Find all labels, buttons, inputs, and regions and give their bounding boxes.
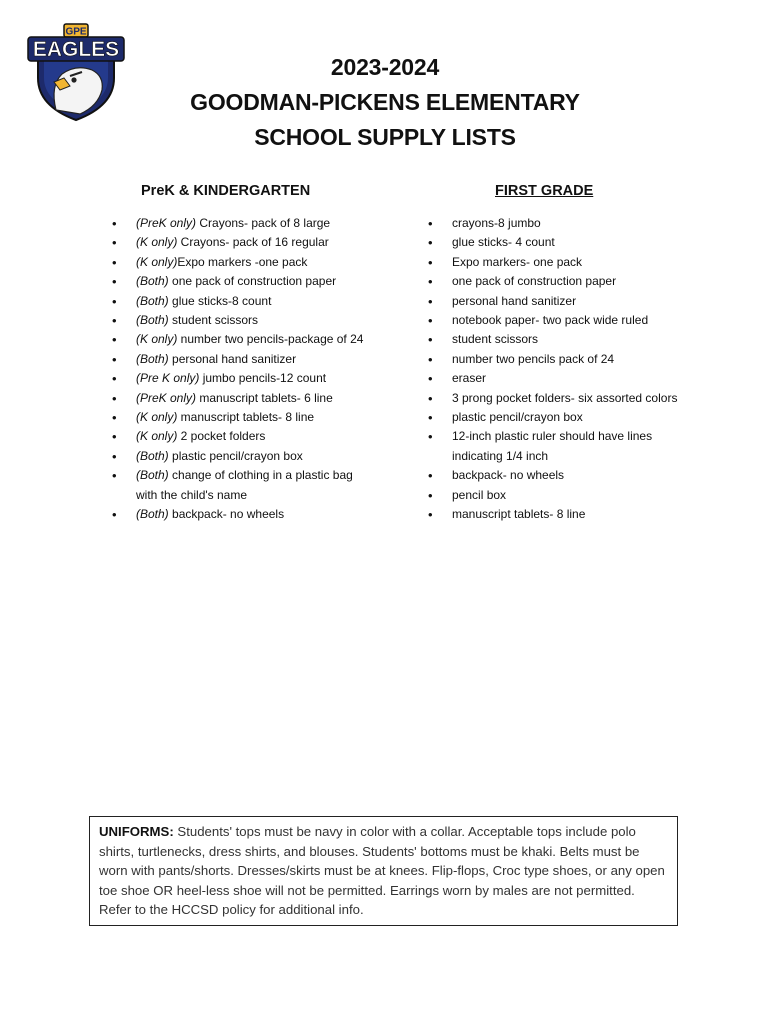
list-item: • glue sticks- 4 count <box>428 233 678 252</box>
list-item: • Expo markers- one pack <box>428 253 678 272</box>
list-item: • eraser <box>428 369 678 388</box>
uniforms-notice <box>89 816 678 926</box>
list-item <box>112 272 372 291</box>
logo-top-text: GPE <box>65 26 87 38</box>
item-text: number two pencils-package of 24 <box>177 332 364 347</box>
grade-tag: (Both) <box>136 448 169 463</box>
list-item: • 3 prong pocket folders- six assorted colors <box>428 389 678 408</box>
grade-tag: (Both) <box>136 468 169 483</box>
grade-tag: (Both) <box>136 313 169 328</box>
title-year: 2023-2024 <box>330 54 440 80</box>
item-text: one pack of construction paper <box>168 274 337 289</box>
list-item <box>112 427 372 446</box>
grade-tag: (Both) <box>136 351 169 366</box>
list-item <box>112 292 372 311</box>
list-item <box>112 389 372 408</box>
list-item <box>112 253 372 272</box>
item-text: Expo markers -one pack <box>177 254 308 269</box>
grade-tag: (PreK only) <box>136 216 197 230</box>
list-item: • backpack- no wheels <box>428 466 678 485</box>
list-item <box>112 330 372 349</box>
list-item: • pencil box <box>428 486 678 505</box>
prek-k-heading: PreK & KINDERGARTEN <box>141 183 311 199</box>
list-item: • manuscript tablets- 8 line <box>428 505 678 524</box>
list-item: • student scissors <box>428 330 678 349</box>
grade-tag: (K only) <box>136 429 178 444</box>
uniforms-label: UNIFORMS: <box>99 824 174 839</box>
item-text: glue sticks-8 count <box>168 293 272 308</box>
item-text: 2 pocket folders <box>177 429 266 444</box>
item-text: manuscript tablets- 6 line <box>196 390 333 405</box>
first-grade-heading: FIRST GRADE <box>495 183 594 199</box>
list-item <box>112 466 372 505</box>
grade-tag: (Both) <box>136 293 169 308</box>
grade-tag: (K only) <box>136 235 178 250</box>
list-item <box>112 350 372 369</box>
item-text: Crayons- pack of 16 regular <box>177 235 329 250</box>
item-text: change of clothing in a plastic bag with the child's name <box>136 468 353 502</box>
item-text: manuscript tablets- 8 line <box>177 410 315 425</box>
list-item: • notebook paper- two pack wide ruled <box>428 311 678 330</box>
grade-tag: (K only) <box>136 254 178 269</box>
list-item <box>112 505 372 524</box>
list-item <box>112 447 372 466</box>
grade-tag: (K only) <box>136 410 178 425</box>
title-subtitle: SCHOOL SUPPLY LISTS <box>254 124 516 150</box>
page-title <box>0 50 770 155</box>
uniforms-text: Students' tops must be navy in color with a collar. Acceptable tops include polo shirts, turtlenecks, dress shirts, and blouses. Students' bottoms must be khaki. Belts must be worn with pants/shorts. Dresses/skirts must be at knees. Flip-flops, Croc type shoes, or any open toe shoe OR heel-less shoe will not be permitted. Earrings worn by males are not permitted. Refer to the HCCSD policy for additional info. <box>99 824 665 917</box>
list-item <box>112 369 372 388</box>
prek-k-supply-list <box>112 214 372 525</box>
list-item <box>112 311 372 330</box>
list-item: • 12-inch plastic ruler should have lines indicating 1/4 inch <box>428 427 678 466</box>
item-text: backpack- no wheels <box>168 507 285 522</box>
list-item: • personal hand sanitizer <box>428 292 678 311</box>
list-item <box>112 233 372 252</box>
grade-tag: (Pre K only) <box>136 371 200 386</box>
item-text: jumbo pencils-12 count <box>199 371 327 386</box>
first-grade-supply-list <box>428 214 678 525</box>
item-text: Crayons- pack of 8 large <box>196 216 331 230</box>
grade-tag: (Both) <box>136 274 169 289</box>
list-item <box>112 408 372 427</box>
list-item: • plastic pencil/crayon box <box>428 408 678 427</box>
item-text: personal hand sanitizer <box>168 351 297 366</box>
grade-tag: (K only) <box>136 332 178 347</box>
list-item: • one pack of construction paper <box>428 272 678 291</box>
list-item: • number two pencils pack of 24 <box>428 350 678 369</box>
item-text: plastic pencil/crayon box <box>168 448 303 463</box>
title-school: GOODMAN-PICKENS ELEMENTARY <box>190 89 580 115</box>
grade-tag: (PreK only) <box>136 390 197 405</box>
list-item <box>112 214 372 233</box>
list-item: • crayons-8 jumbo <box>428 214 678 233</box>
item-text: student scissors <box>168 313 259 328</box>
grade-tag: (Both) <box>136 507 169 522</box>
logo-main-text: EAGLES <box>32 38 120 61</box>
